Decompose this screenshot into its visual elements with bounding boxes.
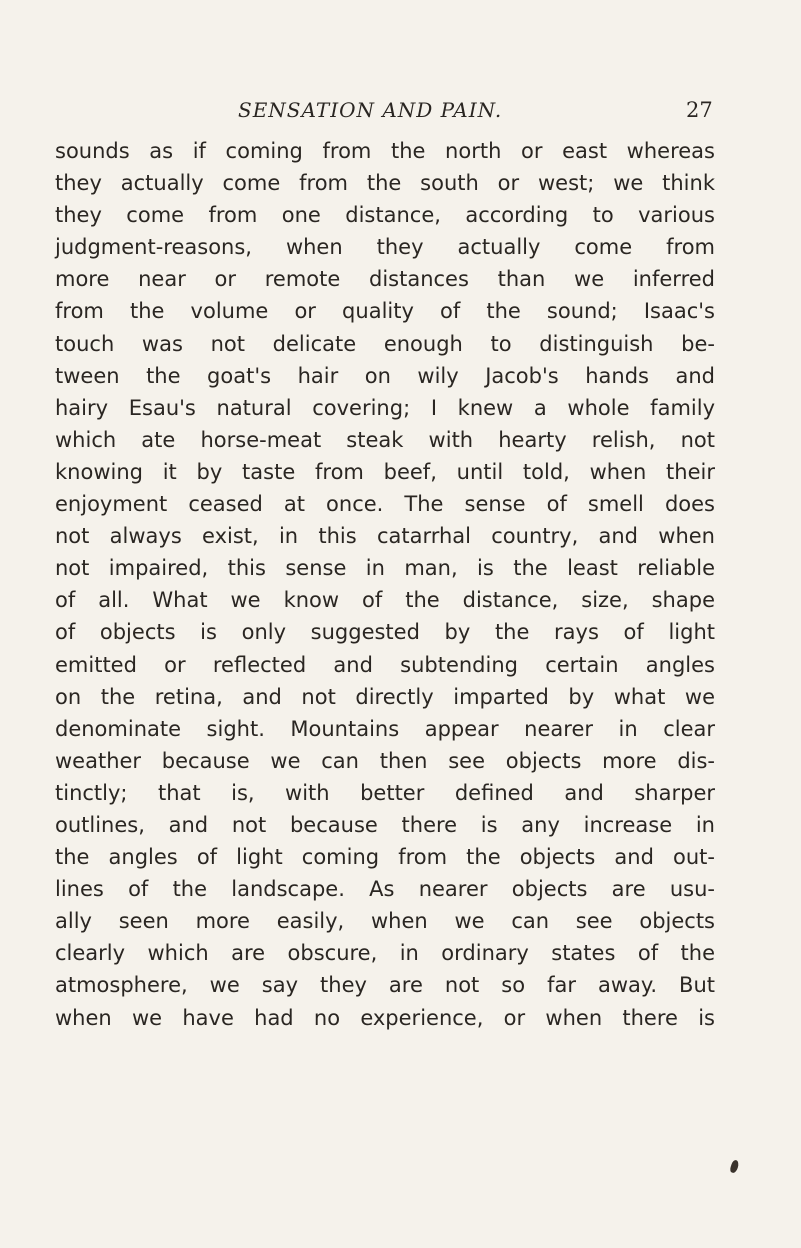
text-line: lines of the landscape. As nearer objects are usu- [55, 877, 715, 902]
text-line: outlines, and not because there is any increase in [55, 812, 715, 837]
running-head [0, 98, 801, 132]
ink-mark [729, 1159, 740, 1174]
text-line: of objects is only suggested by the rays of light [55, 620, 715, 645]
text-line: denominate sight. Mountains appear nearer in clear [55, 716, 715, 741]
text-line: ally seen more easily, when we can see objects [55, 909, 715, 934]
text-line: which ate horse-meat steak with hearty relish, not [55, 427, 715, 452]
text-line: sounds as if coming from the north or east whereas [55, 139, 715, 163]
text-line: not always exist, in this catarrhal country, and when [55, 524, 715, 549]
text-line: clearly which are obscure, in ordinary states of the [55, 941, 715, 966]
text-line: the angles of light coming from the objects and out- [55, 845, 715, 870]
text-line: touch was not delicate enough to distinguish be- [55, 331, 715, 356]
running-title: SENSATION AND PAIN. [238, 98, 503, 122]
text-line: knowing it by taste from beef, until told, when their [55, 459, 715, 484]
text-line: on the retina, and not directly imparted by what we [55, 684, 715, 709]
text-line: when we have had no experience, or when there is [55, 1005, 715, 1030]
text-line: they come from one distance, according to various [55, 203, 715, 228]
text-line: more near or remote distances than we inferred [55, 267, 715, 292]
text-line: of all. What we know of the distance, size, shape [55, 588, 715, 613]
text-line: they actually come from the south or west; we think [55, 171, 715, 196]
text-line: enjoyment ceased at once. The sense of smell does [55, 492, 715, 517]
page-number: 27 [686, 98, 713, 122]
text-line: emitted or reflected and subtending certain angles [55, 652, 715, 677]
text-line: not impaired, this sense in man, is the least reliable [55, 556, 715, 581]
text-line: from the volume or quality of the sound; Isaac's [55, 299, 715, 324]
text-line: hairy Esau's natural covering; I knew a whole family [55, 395, 715, 420]
text-line: judgment-reasons, when they actually come from [55, 235, 715, 260]
text-line: tinctly; that is, with better defined and sharper [55, 780, 715, 805]
text-line: atmosphere, we say they are not so far away. But [55, 973, 715, 998]
body-text [55, 135, 715, 1034]
text-line: weather because we can then see objects more dis- [55, 748, 715, 773]
text-line: tween the goat's hair on wily Jacob's hands and [55, 363, 715, 388]
